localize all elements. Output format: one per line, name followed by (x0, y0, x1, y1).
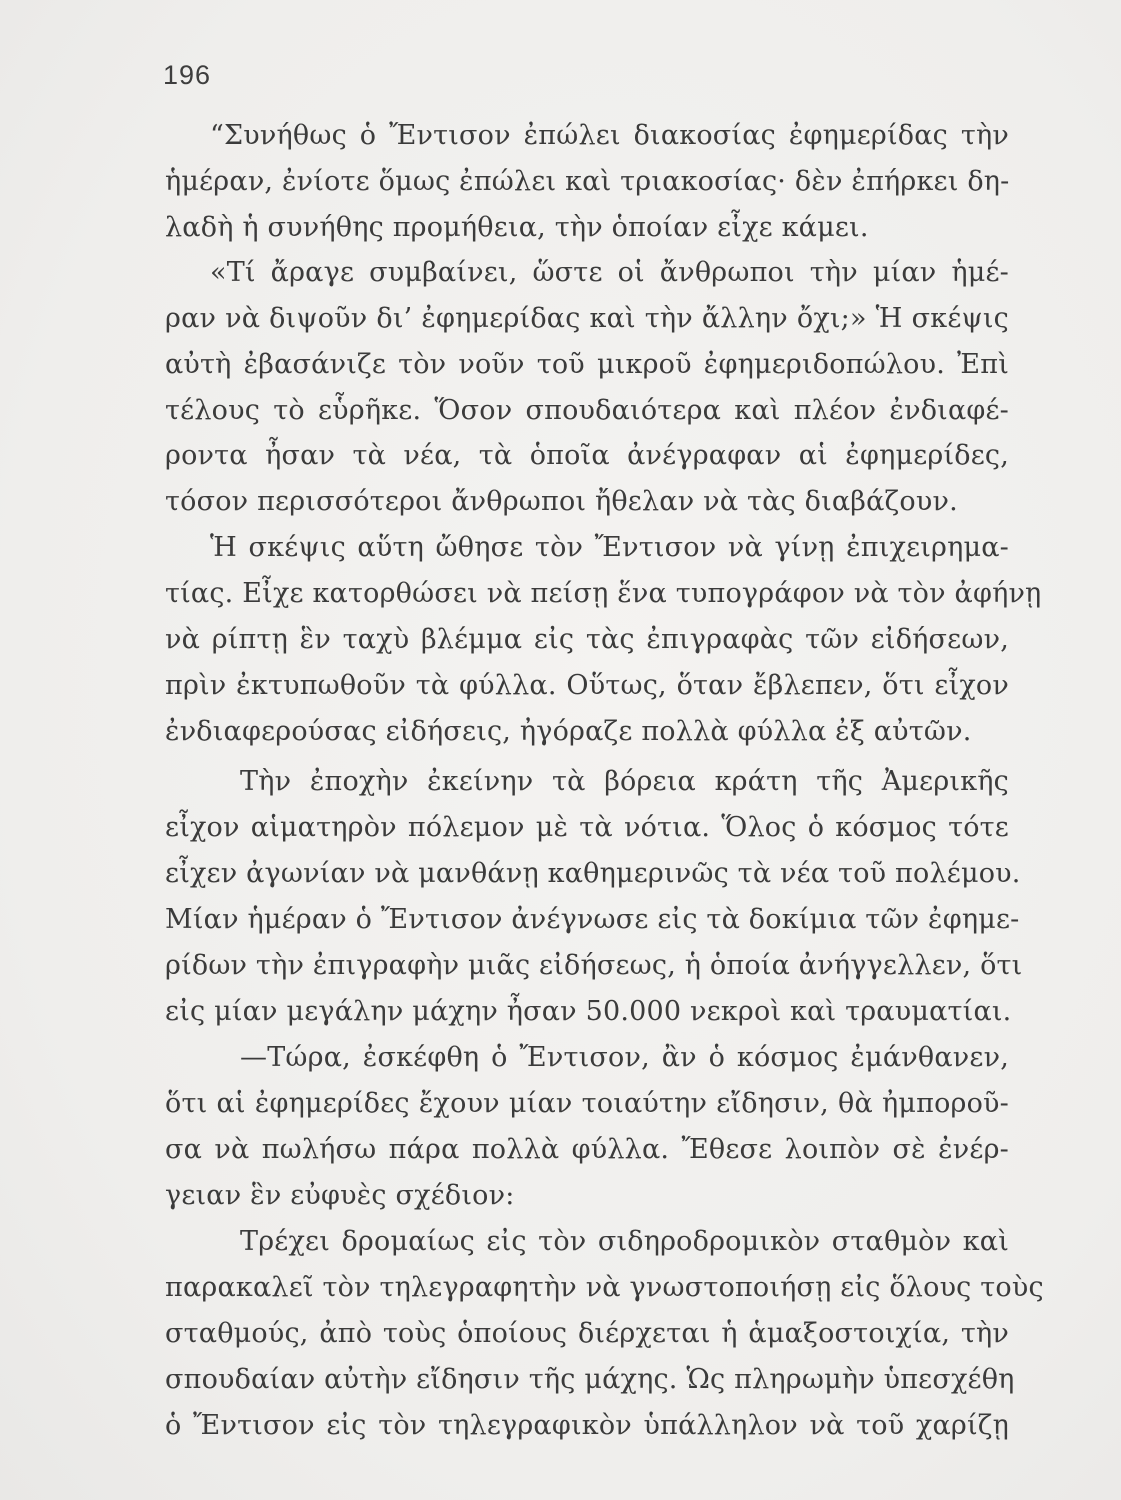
text-line: γειαν ἓν εὐφυὲς σχέδιον: (165, 1180, 515, 1211)
text-line: παρακαλεῖ τὸν τηλεγραφητὴν νὰ γνωστοποιήσῃ εἰς ὅλους τοὺς (165, 1272, 1044, 1303)
text-line: σα νὰ πωλήσω πάρα πολλὰ φύλλα. Ἔθεσε λοιπὸν σὲ ἐνέρ- (165, 1134, 1009, 1165)
text-line: λαδὴ ἡ συνήθης προμήθεια, τὴν ὁποίαν εἶχε κάμει. (165, 212, 869, 243)
text-line: Ἡ σκέψις αὕτη ὤθησε τὸν Ἔντισον νὰ γίνῃ ἐπιχειρημα- (210, 532, 1009, 563)
text-line: ἡμέραν, ἐνίοτε ὅμως ἐπώλει καὶ τριακοσίας· δὲν ἐπήρκει δη- (165, 166, 1010, 197)
text-line: εἶχεν ἀγωνίαν νὰ μανθάνῃ καθημερινῶς τὰ νέα τοῦ πολέμου. (165, 858, 1021, 889)
text-line: “Συνήθως ὁ Ἔντισον ἐπώλει διακοσίας ἐφημερίδας τὴν (210, 120, 1009, 151)
text-line: «Τί ἄραγε συμβαίνει, ὥστε οἱ ἄνθρωποι τὴν μίαν ἡμέ- (210, 257, 1009, 288)
text-line: ροντα ἦσαν τὰ νέα, τὰ ὁποῖα ἀνέγραφαν αἱ ἐφημερίδες, (165, 440, 1009, 471)
page-number: 196 (163, 60, 212, 90)
text-line: εἶχον αἱματηρὸν πόλεμον μὲ τὰ νότια. Ὅλος ὁ κόσμος τότε (165, 812, 1009, 843)
text-line: —Τώρα, ἐσκέφθη ὁ Ἔντισον, ἂν ὁ κόσμος ἐμάνθανεν, (240, 1042, 1009, 1073)
text-line: τίας. Εἶχε κατορθώσει νὰ πείσῃ ἕνα τυπογράφον νὰ τὸν ἀφήνῃ (165, 578, 1042, 609)
text-line: αὐτὴ ἐβασάνιζε τὸν νοῦν τοῦ μικροῦ ἐφημεριδοπώλου. Ἐπὶ (165, 349, 1009, 380)
text-line: ραν νὰ διψοῦν δι’ ἐφημερίδας καὶ τὴν ἄλλην ὄχι;» Ἡ σκέψις (165, 303, 1009, 334)
text-line: ἐνδιαφερούσας εἰδήσεις, ἠγόραζε πολλὰ φύλλα ἐξ αὐτῶν. (165, 716, 972, 747)
text-line: ρίδων τὴν ἐπιγραφὴν μιᾶς εἰδήσεως, ἡ ὁποία ἀνήγγελλεν, ὅτι (165, 950, 1023, 981)
text-line: ὁ Ἔντισον εἰς τὸν τηλεγραφικὸν ὑπάλληλον νὰ τοῦ χαρίζῃ (165, 1410, 1009, 1441)
text-line: Τρέχει δρομαίως εἰς τὸν σιδηροδρομικὸν σταθμὸν καὶ (240, 1226, 1009, 1257)
text-line: σπουδαίαν αὐτὴν εἴδησιν τῆς μάχης. Ὡς πληρωμὴν ὑπεσχέθη (165, 1364, 1015, 1395)
text-line: Μίαν ἡμέραν ὁ Ἔντισον ἀνέγνωσε εἰς τὰ δοκίμια τῶν ἐφημε- (165, 904, 1020, 935)
text-line: ὅτι αἱ ἐφημερίδες ἔχουν μίαν τοιαύτην εἴδησιν, θὰ ἠμποροῦ- (165, 1088, 1009, 1119)
text-line: πρὶν ἐκτυπωθοῦν τὰ φύλλα. Οὕτως, ὅταν ἔβλεπεν, ὅτι εἶχον (165, 670, 1009, 701)
text-line: Τὴν ἐποχὴν ἐκείνην τὰ βόρεια κράτη τῆς Ἀμερικῆς (240, 766, 1009, 797)
text-line: τέλους τὸ εὗρῆκε. Ὅσον σπουδαιότερα καὶ πλέον ἐνδιαφέ- (165, 395, 1009, 426)
text-line: εἰς μίαν μεγάλην μάχην ἦσαν 50.000 νεκροὶ καὶ τραυματίαι. (165, 996, 1012, 1027)
text-line: τόσον περισσότεροι ἄνθρωποι ἤθελαν νὰ τὰς διαβάζουν. (165, 486, 958, 517)
text-line: σταθμούς, ἀπὸ τοὺς ὁποίους διέρχεται ἡ ἁμαξοστοιχία, τὴν (165, 1318, 1009, 1349)
text-line: νὰ ρίπτῃ ἓν ταχὺ βλέμμα εἰς τὰς ἐπιγραφὰς τῶν εἰδήσεων, (165, 624, 1009, 655)
